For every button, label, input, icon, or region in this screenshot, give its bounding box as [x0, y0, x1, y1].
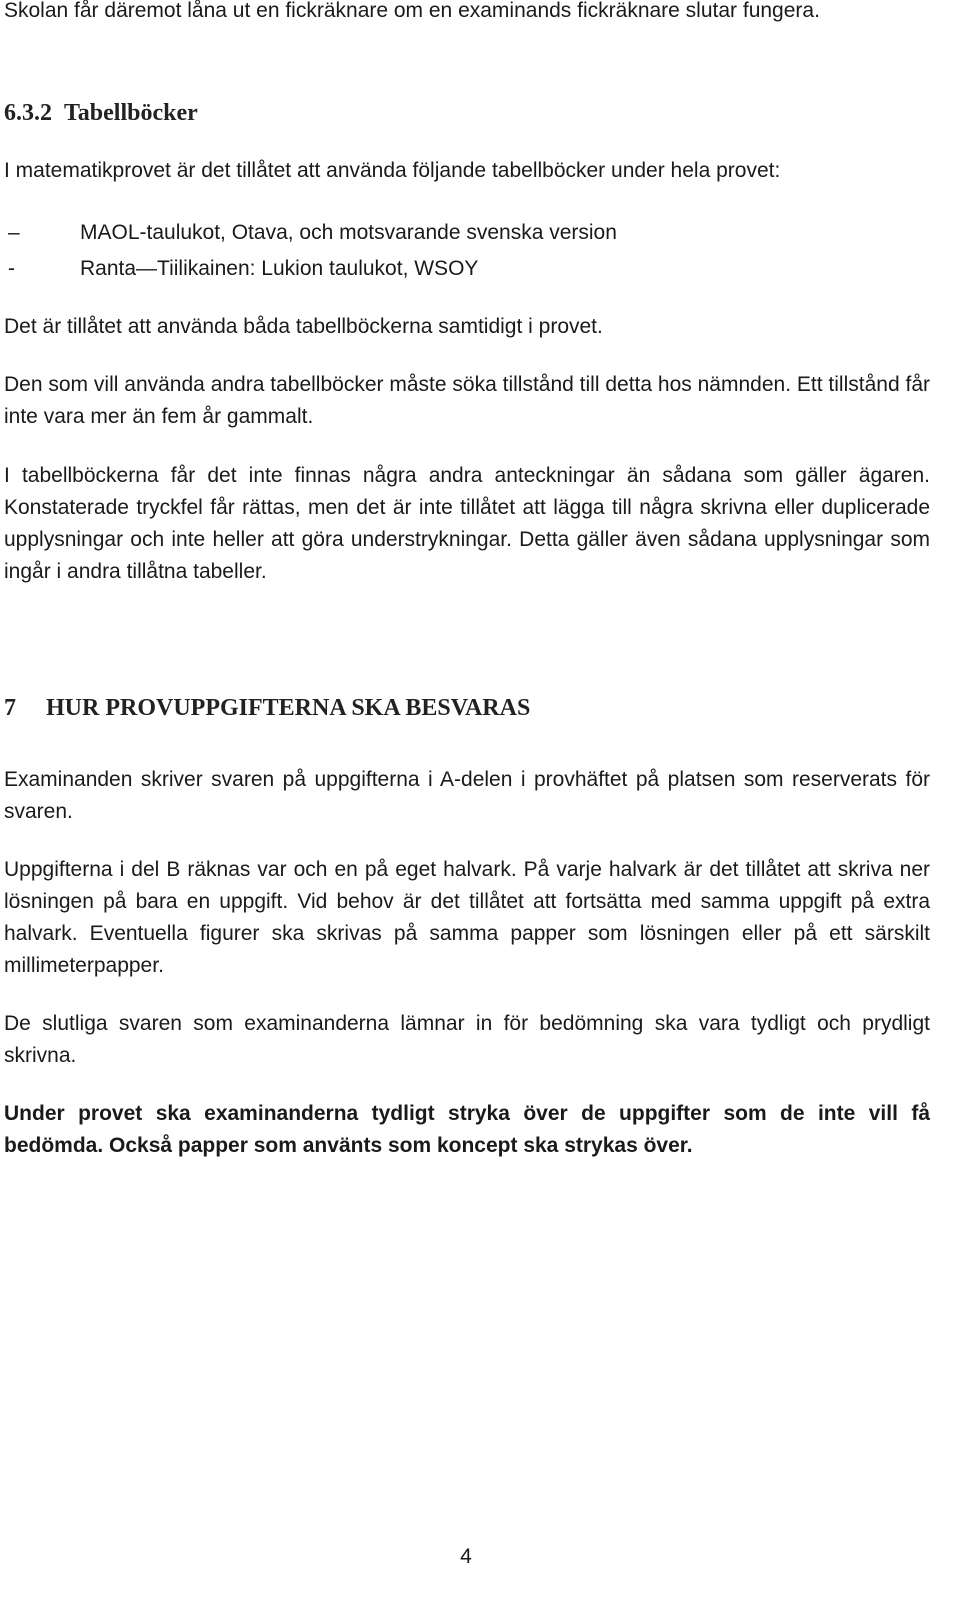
tables-intro-paragraph: I matematikprovet är det tillåtet att använda följande tabellböcker under hela provet: [4, 159, 781, 182]
list-item-text: MAOL-taulukot, Otava, och motsvarande svenska version [80, 221, 617, 244]
list-dash: – [8, 221, 20, 244]
subsection-number: 6.3.2 [4, 100, 52, 126]
both-books-paragraph: Det är tillåtet att använda båda tabellböckerna samtidigt i provet. [4, 315, 603, 338]
section-title: HUR PROVUPPGIFTERNA SKA BESVARAS [46, 695, 531, 721]
strike-over-paragraph: Under provet ska examinanderna tydligt stryka över de uppgifter som de inte vill få bedömda. Också papper som använts som koncept ska strykas över. [4, 1102, 930, 1157]
part-b-paragraph: Uppgifterna i del B räknas var och en på eget halvark. På varje halvark är det tillåtet att skriva ner lösningen på bara en uppgift. Vid behov är det tillåtet att fortsätta med samma uppgift på extra halvark. Eventuella figurer ska skrivas på samma papper som lösningen eller på ett särskilt millimeterpapper. [4, 858, 930, 977]
tablebook-list [4, 215, 904, 287]
section-heading [4, 690, 930, 726]
list-item-text: Ranta—Tiilikainen: Lukion taulukot, WSOY [80, 257, 479, 280]
final-answers-paragraph: De slutliga svaren som examinanderna lämnar in för bedömning ska vara tydligt och prydligt skrivna. [4, 1012, 930, 1067]
list-item [4, 215, 904, 251]
list-item [4, 251, 904, 287]
subsection-title: Tabellböcker [64, 100, 198, 126]
section-number: 7 [4, 695, 16, 721]
annotations-paragraph: I tabellböckerna får det inte finnas några andra anteckningar än sådana som gäller ägaren. Konstaterade tryckfel får rättas, men det är inte tillåtet att lägga till några skrivna eller duplicerade upplysningar och inte heller att göra understrykningar. Detta gäller även sådana upplysningar som ingår i andra tillåtna tabeller. [4, 464, 930, 583]
intro-paragraph: Skolan får däremot låna ut en fickräknare om en examinands fickräknare slutar fungera. [4, 0, 820, 22]
part-a-paragraph: Examinanden skriver svaren på uppgifterna i A-delen i provhäftet på platsen som reserverats för svaren. [4, 768, 930, 823]
list-dash: - [8, 257, 15, 280]
page-number: 4 [460, 1545, 472, 1568]
other-books-paragraph: Den som vill använda andra tabellböcker måste söka tillstånd till detta hos nämnden. Ett tillstånd får inte vara mer än fem år gammalt. [4, 373, 930, 428]
subsection-heading [4, 96, 930, 130]
